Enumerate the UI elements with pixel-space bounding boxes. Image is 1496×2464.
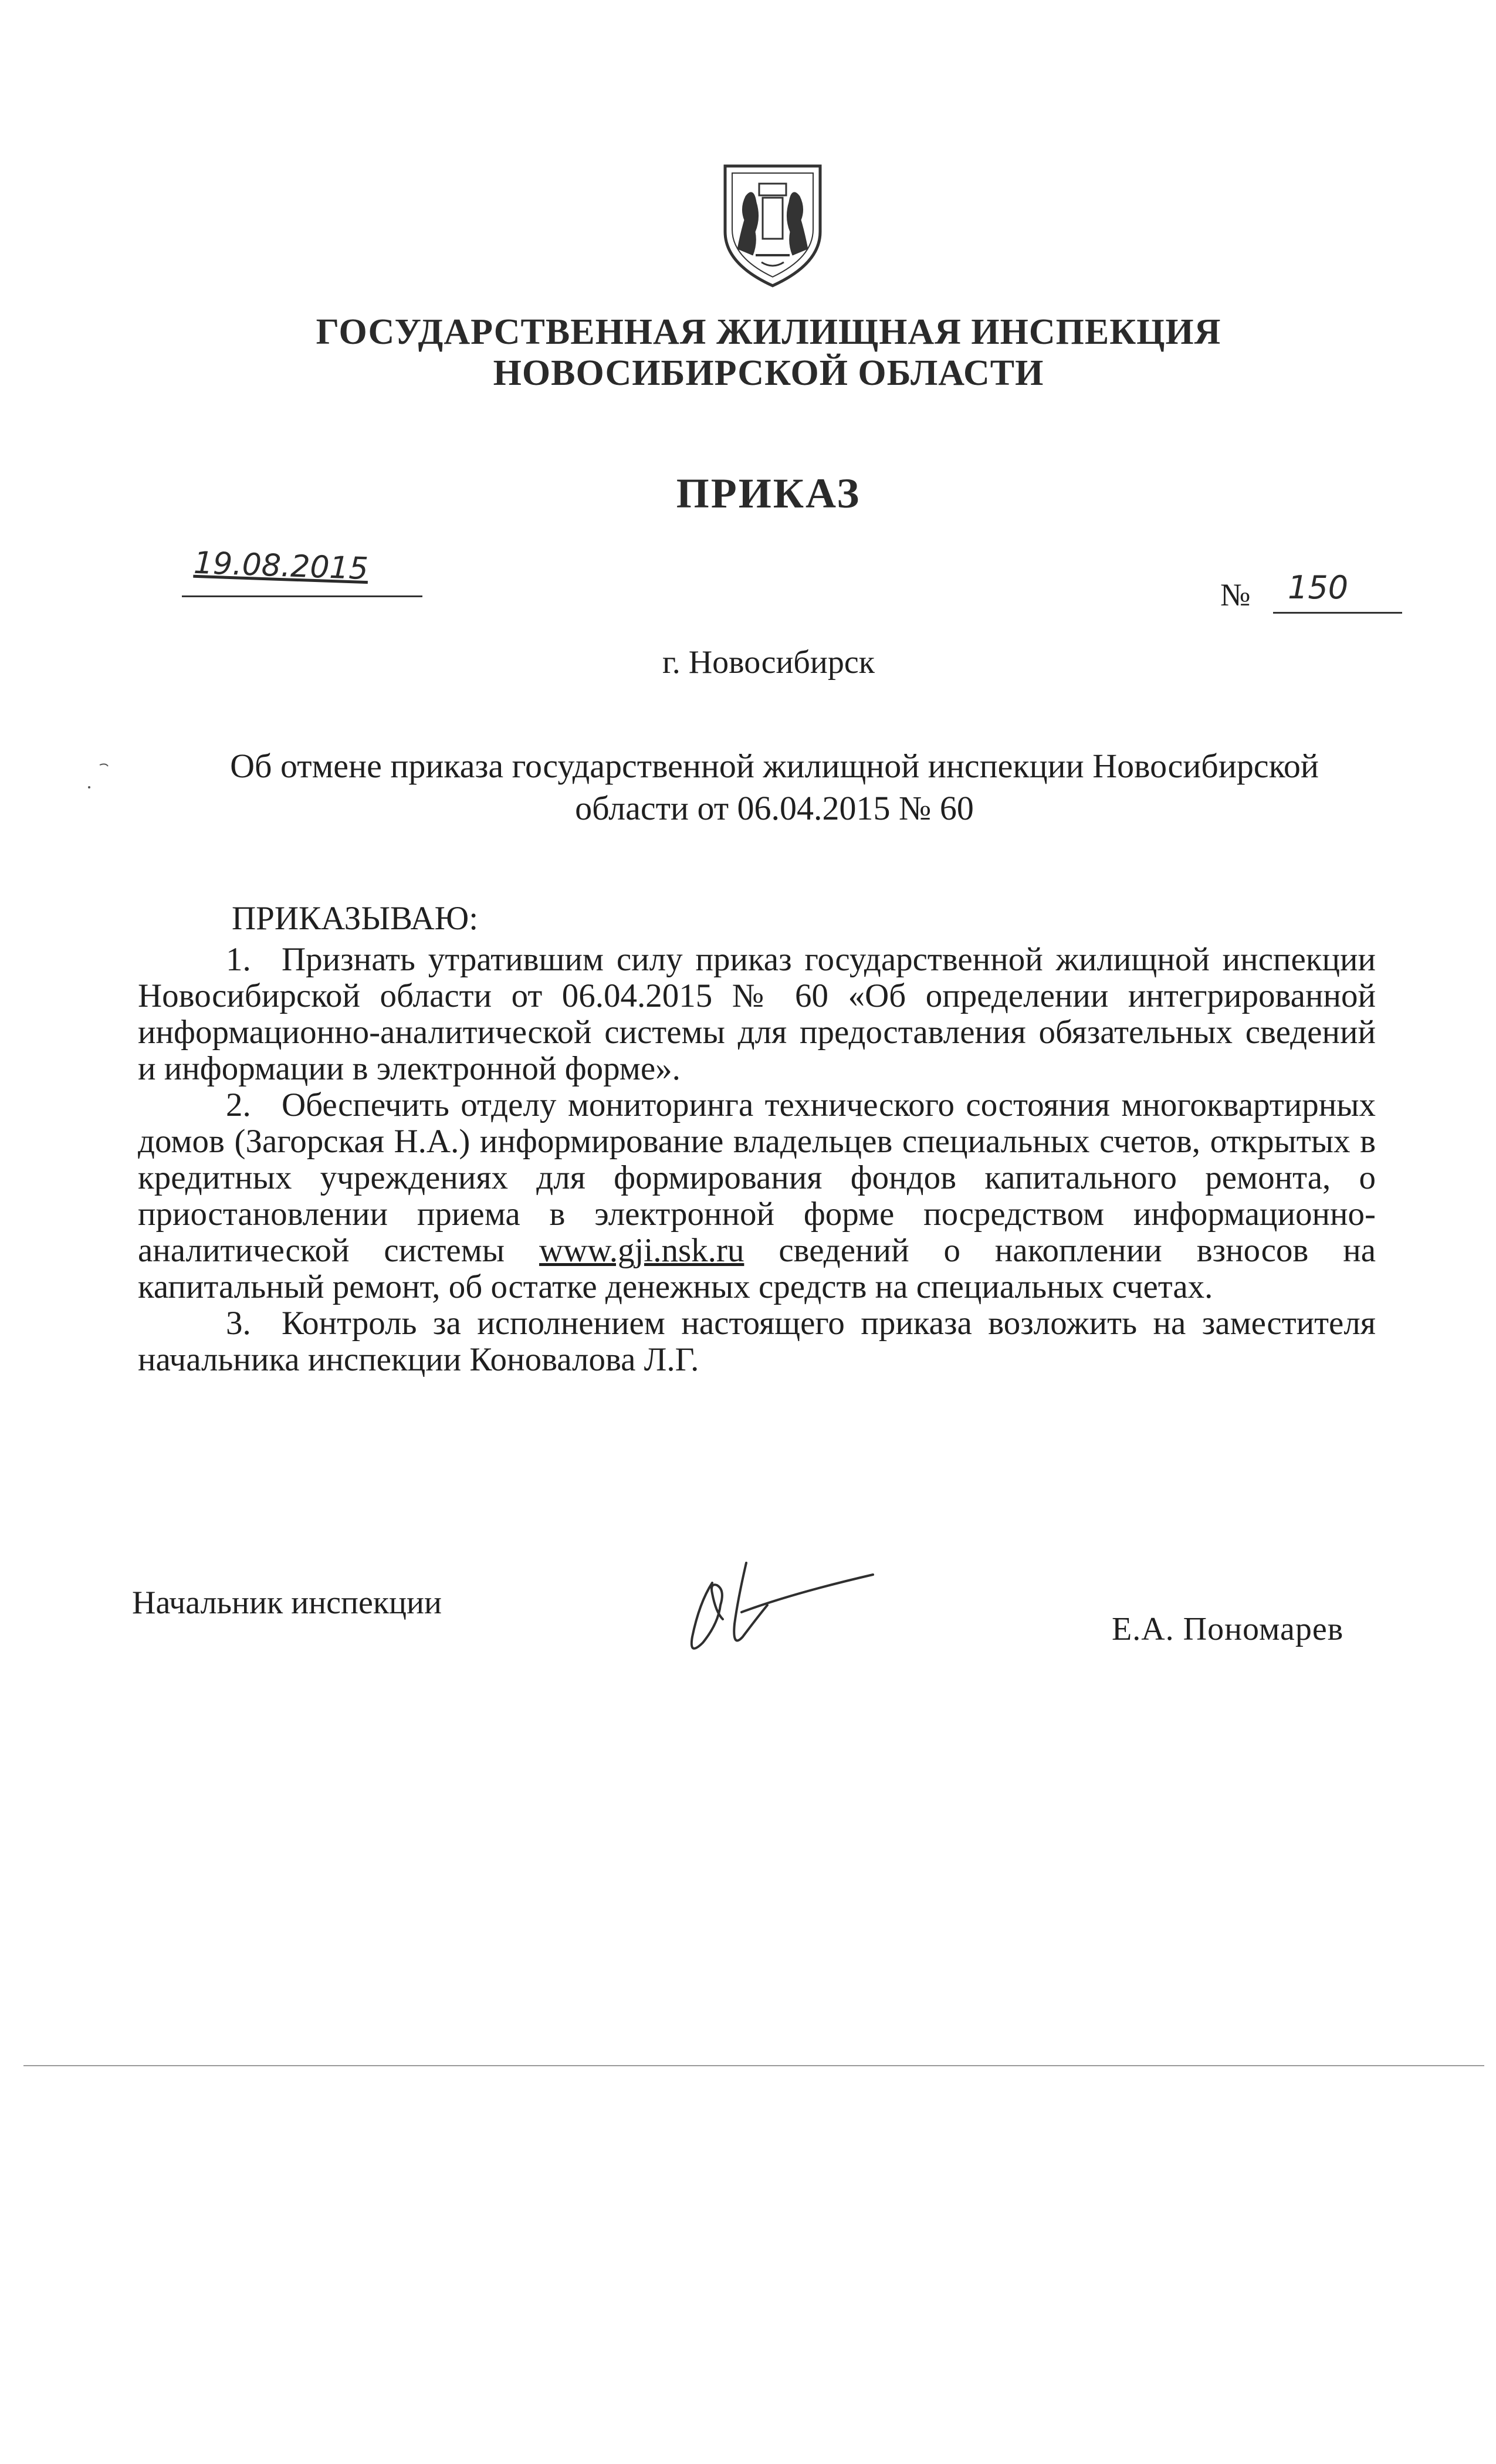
date-field <box>182 537 422 597</box>
number-underline <box>1273 612 1402 614</box>
order-word: ПРИКАЗЫВАЮ: <box>232 900 479 937</box>
number-sign: № <box>1220 577 1251 612</box>
number-field <box>1220 566 1349 619</box>
order-item-text: Обеспечить отделу мониторинга технического состояния многоквартирных домов (Загорская Н.А.) информирование владельцев специальных счетов, открытых в кредитных учреждениях для формирования фондов капитального ремонта, о приостановлении приема в электронной форме посредством информационно-аналитической системы <box>138 1087 1376 1269</box>
coat-of-arms-icon <box>720 161 825 290</box>
handwritten-signature <box>669 1549 892 1666</box>
order-item-2 <box>138 1087 1376 1305</box>
order-item-text-continued: сведений о накоплении взносов на капитальный ремонт, об остатке денежных средств на специальных счетах. <box>138 1232 1376 1305</box>
order-item-text: Контроль за исполнением настоящего приказа возложить на заместителя начальника инспекции Коновалова Л.Г. <box>138 1305 1376 1378</box>
document-subject: Об отмене приказа государственной жилищной инспекции Новосибирской области от 06.04.2015 № 60 <box>230 747 1319 827</box>
document-date: 19.08.2015 <box>193 545 369 587</box>
order-item-3 <box>138 1305 1376 1378</box>
organization-name-line-2: НОВОСИБИРСКОЙ ОБЛАСТИ <box>493 353 1044 393</box>
signatory-name: Е.А. Пономарев <box>1112 1611 1344 1647</box>
document-type: ПРИКАЗ <box>676 470 861 517</box>
order-item-number: 2. <box>226 1087 251 1123</box>
signatory-title: Начальник инспекции <box>132 1585 442 1621</box>
order-item-number: 3. <box>226 1305 251 1342</box>
document-body <box>138 901 1376 1378</box>
city: г. Новосибирск <box>662 644 875 681</box>
order-item-number: 1. <box>226 941 251 978</box>
website-link[interactable]: www.gji.nsk.ru <box>539 1232 744 1269</box>
organization-name-line-1: ГОСУДАРСТВЕННАЯ ЖИЛИЩНАЯ ИНСПЕКЦИЯ <box>316 312 1221 352</box>
order-item-text: Признать утратившим силу приказ государственной жилищной инспекции Новосибирской области от 06.04.2015 № 60 «Об определении интегрированной информационно-аналитической системы для предоставления обязательных сведений и информации в электронной форме». <box>138 941 1376 1087</box>
scan-speck <box>82 757 117 792</box>
page-divider <box>23 2065 1484 2066</box>
order-item-1 <box>138 942 1376 1087</box>
document-number: 150 <box>1288 569 1349 606</box>
